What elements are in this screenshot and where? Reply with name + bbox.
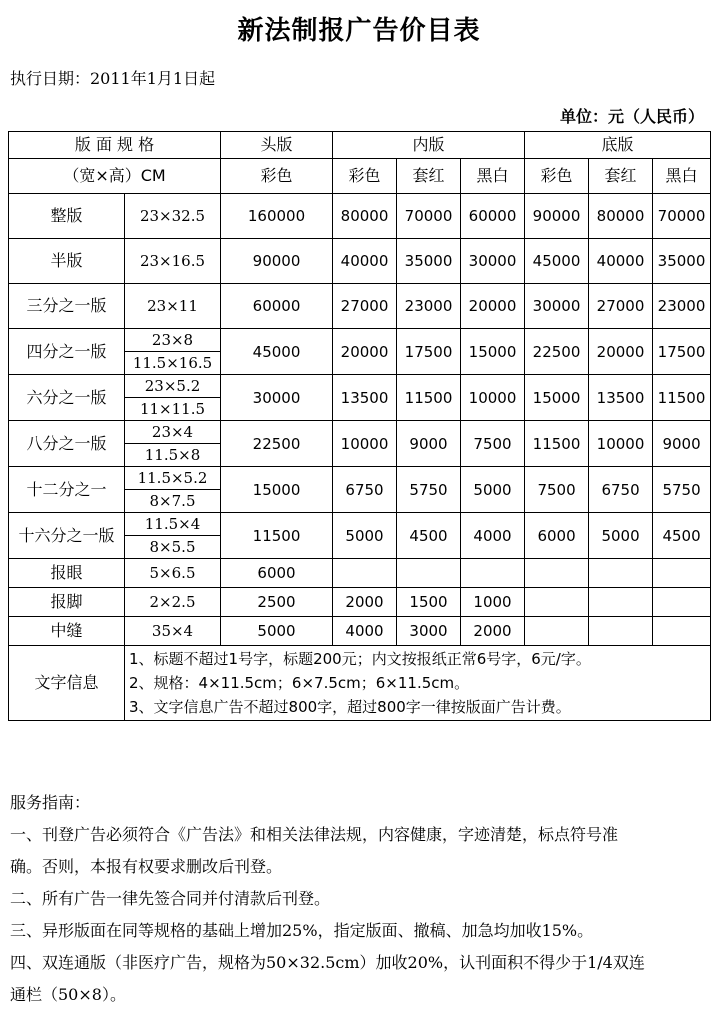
ad-size-name: 六分之一版 [9, 375, 125, 421]
price-inner-color: 10000 [333, 421, 397, 467]
price-inner-bw: 7500 [461, 421, 525, 467]
service-line: 三、异形版面在同等规格的基础上增加25%，指定版面、撤稿、加急均加收15%。 [10, 921, 594, 940]
price-front-color: 45000 [221, 329, 333, 375]
price-back-red: 10000 [589, 421, 653, 467]
inner-bw-header: 黑白 [461, 159, 525, 194]
price-back-red [589, 617, 653, 646]
ad-dimensions: 23×11 [125, 284, 221, 329]
price-back-color [525, 588, 589, 617]
dimension-value: 11.5×5.2 [125, 467, 220, 490]
price-back-bw: 23000 [653, 284, 711, 329]
price-back-red: 6750 [589, 467, 653, 513]
price-back-bw: 70000 [653, 194, 711, 239]
price-back-bw [653, 559, 711, 588]
price-front-color: 22500 [221, 421, 333, 467]
inner-page-header: 内版 [333, 132, 525, 159]
ad-size-name: 报眼 [9, 559, 125, 588]
inner-color-header: 彩色 [333, 159, 397, 194]
ad-size-name: 十六分之一版 [9, 513, 125, 559]
price-inner-red: 5750 [397, 467, 461, 513]
price-front-color: 60000 [221, 284, 333, 329]
price-back-bw [653, 617, 711, 646]
price-inner-color [333, 559, 397, 588]
price-back-color: 45000 [525, 239, 589, 284]
ad-size-name: 三分之一版 [9, 284, 125, 329]
price-back-color: 30000 [525, 284, 589, 329]
currency-unit: 单位：元（人民币） [559, 107, 704, 126]
price-back-red: 13500 [589, 375, 653, 421]
ad-dimensions [125, 421, 221, 467]
price-inner-red: 4500 [397, 513, 461, 559]
price-inner-bw: 4000 [461, 513, 525, 559]
ad-size-name: 报脚 [9, 588, 125, 617]
price-inner-color: 4000 [333, 617, 397, 646]
ad-dimensions: 35×4 [125, 617, 221, 646]
ad-dimensions: 2×2.5 [125, 588, 221, 617]
spec-header: 版 面 规 格 [9, 132, 221, 159]
price-inner-color: 6750 [333, 467, 397, 513]
service-line: 四、双连通版（非医疗广告，规格为50×32.5cm）加收20%，认刊面积不得少于1/4双连 [10, 953, 645, 972]
table-row [9, 467, 711, 513]
ad-dimensions [125, 467, 221, 513]
price-back-color: 22500 [525, 329, 589, 375]
back-page-header: 底版 [525, 132, 711, 159]
table-row [9, 239, 711, 284]
price-inner-red [397, 559, 461, 588]
table-row [9, 513, 711, 559]
table-row [9, 559, 711, 588]
table-row [9, 329, 711, 375]
price-inner-color: 13500 [333, 375, 397, 421]
dimension-value: 11.5×16.5 [132, 354, 213, 372]
price-back-bw: 17500 [653, 329, 711, 375]
price-back-red: 80000 [589, 194, 653, 239]
price-inner-red: 17500 [397, 329, 461, 375]
price-inner-red: 11500 [397, 375, 461, 421]
price-back-bw: 11500 [653, 375, 711, 421]
ad-size-name: 十二分之一 [9, 467, 125, 513]
inner-red-header: 套红 [397, 159, 461, 194]
dimension-value: 23×5.2 [125, 375, 220, 398]
ad-dimensions: 23×32.5 [125, 194, 221, 239]
text-info-line: 2、规格：4×11.5cm；6×7.5cm；6×11.5cm。 [129, 674, 470, 692]
front-page-header: 头版 [221, 132, 333, 159]
price-inner-red: 9000 [397, 421, 461, 467]
price-back-color: 6000 [525, 513, 589, 559]
price-back-red: 5000 [589, 513, 653, 559]
price-back-red: 20000 [589, 329, 653, 375]
dimension-value: 8×7.5 [149, 492, 196, 510]
back-red-header: 套红 [589, 159, 653, 194]
price-inner-red: 1500 [397, 588, 461, 617]
price-inner-red: 35000 [397, 239, 461, 284]
price-inner-color: 20000 [333, 329, 397, 375]
front-color-header: 彩色 [221, 159, 333, 194]
ad-size-name: 整版 [9, 194, 125, 239]
price-inner-bw: 10000 [461, 375, 525, 421]
price-back-red [589, 559, 653, 588]
price-front-color: 15000 [221, 467, 333, 513]
ad-dimensions: 23×16.5 [125, 239, 221, 284]
price-back-bw [653, 588, 711, 617]
price-inner-bw: 2000 [461, 617, 525, 646]
dimension-value: 23×8 [125, 329, 220, 352]
price-back-color: 15000 [525, 375, 589, 421]
ad-size-name: 四分之一版 [9, 329, 125, 375]
ad-size-name: 八分之一版 [9, 421, 125, 467]
ad-dimensions [125, 513, 221, 559]
ad-dimensions [125, 329, 221, 375]
price-inner-color: 80000 [333, 194, 397, 239]
text-info-label: 文字信息 [9, 646, 125, 721]
ad-size-name: 中缝 [9, 617, 125, 646]
price-inner-red: 3000 [397, 617, 461, 646]
dimension-value: 11.5×4 [125, 513, 220, 536]
price-back-red: 40000 [589, 239, 653, 284]
price-back-red [589, 588, 653, 617]
price-inner-color: 27000 [333, 284, 397, 329]
price-back-bw: 35000 [653, 239, 711, 284]
price-inner-bw: 5000 [461, 467, 525, 513]
back-bw-header: 黑白 [653, 159, 711, 194]
dimension-value: 8×5.5 [149, 538, 196, 556]
table-row [9, 421, 711, 467]
header-row-2 [9, 159, 711, 194]
price-inner-bw [461, 559, 525, 588]
price-inner-red: 23000 [397, 284, 461, 329]
price-inner-red: 70000 [397, 194, 461, 239]
table-row [9, 194, 711, 239]
table-row [9, 284, 711, 329]
dimension-value: 11×11.5 [139, 400, 206, 418]
dimension-value: 23×4 [125, 421, 220, 444]
service-heading: 服务指南： [10, 793, 91, 812]
price-inner-bw: 30000 [461, 239, 525, 284]
price-back-red: 27000 [589, 284, 653, 329]
price-back-color: 11500 [525, 421, 589, 467]
price-inner-color: 5000 [333, 513, 397, 559]
service-line: 通栏（50×8）。 [10, 985, 126, 1004]
ad-dimensions [125, 375, 221, 421]
header-row-1 [9, 132, 711, 159]
price-back-bw: 4500 [653, 513, 711, 559]
price-back-bw: 9000 [653, 421, 711, 467]
text-info-details [125, 646, 711, 721]
service-line: 确。否则，本报有权要求删改后刊登。 [10, 857, 283, 876]
price-front-color: 30000 [221, 375, 333, 421]
service-guide [10, 787, 710, 1011]
price-inner-color: 40000 [333, 239, 397, 284]
page-title: 新法制报广告价目表 [237, 16, 481, 46]
price-back-color [525, 617, 589, 646]
price-front-color: 6000 [221, 559, 333, 588]
effective-date: 执行日期：2011年1月1日起 [10, 69, 216, 88]
text-info-row [9, 646, 711, 721]
price-front-color: 160000 [221, 194, 333, 239]
price-front-color: 2500 [221, 588, 333, 617]
price-inner-bw: 1000 [461, 588, 525, 617]
text-info-line: 3、文字信息广告不超过800字，超过800字一律按版面广告计费。 [129, 698, 571, 716]
ad-dimensions: 5×6.5 [125, 559, 221, 588]
back-color-header: 彩色 [525, 159, 589, 194]
ad-size-name: 半版 [9, 239, 125, 284]
price-back-color: 90000 [525, 194, 589, 239]
price-front-color: 90000 [221, 239, 333, 284]
table-row [9, 588, 711, 617]
table-row [9, 617, 711, 646]
service-line: 一、刊登广告必须符合《广告法》和相关法律法规，内容健康，字迹清楚，标点符号准 [10, 825, 619, 844]
price-inner-bw: 60000 [461, 194, 525, 239]
text-info-line: 1、标题不超过1号字，标题200元；内文按报纸正常6号字，6元/字。 [129, 650, 591, 668]
price-back-color [525, 559, 589, 588]
price-inner-bw: 20000 [461, 284, 525, 329]
price-back-bw: 5750 [653, 467, 711, 513]
price-front-color: 11500 [221, 513, 333, 559]
price-back-color: 7500 [525, 467, 589, 513]
table-row [9, 375, 711, 421]
service-line: 二、所有广告一律先签合同并付清款后刊登。 [10, 889, 331, 908]
dimension-value: 11.5×8 [144, 446, 201, 464]
spec-subheader: （宽×高）CM [9, 159, 221, 194]
price-front-color: 5000 [221, 617, 333, 646]
price-table [8, 131, 711, 721]
price-inner-bw: 15000 [461, 329, 525, 375]
price-inner-color: 2000 [333, 588, 397, 617]
